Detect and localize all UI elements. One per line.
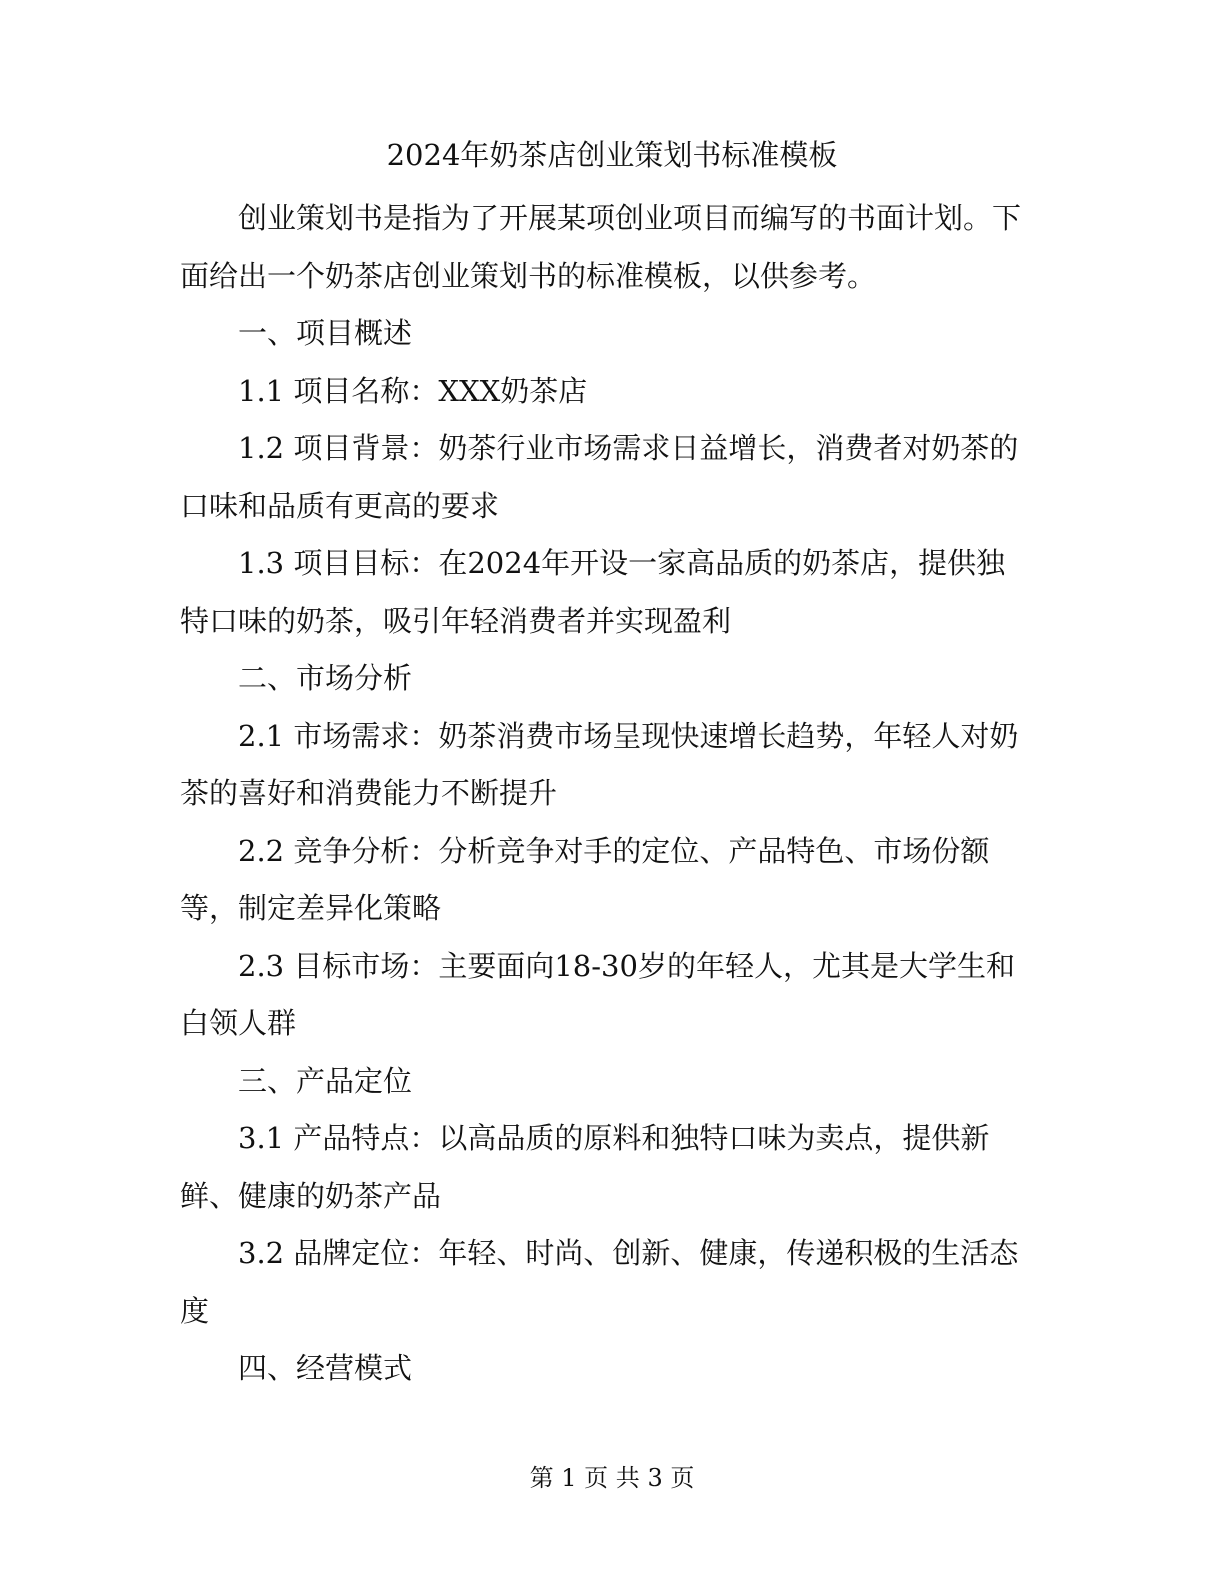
item-1-1: 1.1 项目名称：XXX奶茶店 bbox=[238, 373, 588, 408]
section-heading-2: 二、市场分析 bbox=[238, 661, 413, 695]
document-title: 2024年奶茶店创业策划书标准模板 bbox=[386, 138, 838, 172]
item-3-1: 3.1 产品特点：以高品质的原料和独特口味为卖点，提供新鲜、健康的奶茶产品 bbox=[180, 1121, 990, 1213]
document-body bbox=[180, 190, 1026, 1398]
page-number-footer: 第 1 页 共 3 页 bbox=[529, 1464, 695, 1492]
item-3-2: 3.2 品牌定位：年轻、时尚、创新、健康，传递积极的生活态度 bbox=[180, 1236, 1019, 1328]
section-heading-4: 四、经营模式 bbox=[238, 1351, 413, 1385]
item-2-1: 2.1 市场需求：奶茶消费市场呈现快速增长趋势，年轻人对奶茶的喜好和消费能力不断提升 bbox=[180, 718, 1019, 810]
item-2-3: 2.3 目标市场：主要面向18-30岁的年轻人，尤其是大学生和白领人群 bbox=[180, 948, 1015, 1040]
item-1-2: 1.2 项目背景：奶茶行业市场需求日益增长，消费者对奶茶的口味和品质有更高的要求 bbox=[180, 431, 1019, 523]
item-1-3: 1.3 项目目标：在2024年开设一家高品质的奶茶店，提供独特口味的奶茶，吸引年轻消费者并实现盈利 bbox=[180, 546, 1006, 638]
item-2-2: 2.2 竞争分析：分析竞争对手的定位、产品特色、市场份额等，制定差异化策略 bbox=[180, 833, 990, 925]
intro-paragraph: 创业策划书是指为了开展某项创业项目而编写的书面计划。下面给出一个奶茶店创业策划书的标准模板，以供参考。 bbox=[180, 201, 1022, 293]
section-heading-3: 三、产品定位 bbox=[238, 1063, 413, 1098]
section-heading-1: 一、项目概述 bbox=[238, 316, 413, 350]
